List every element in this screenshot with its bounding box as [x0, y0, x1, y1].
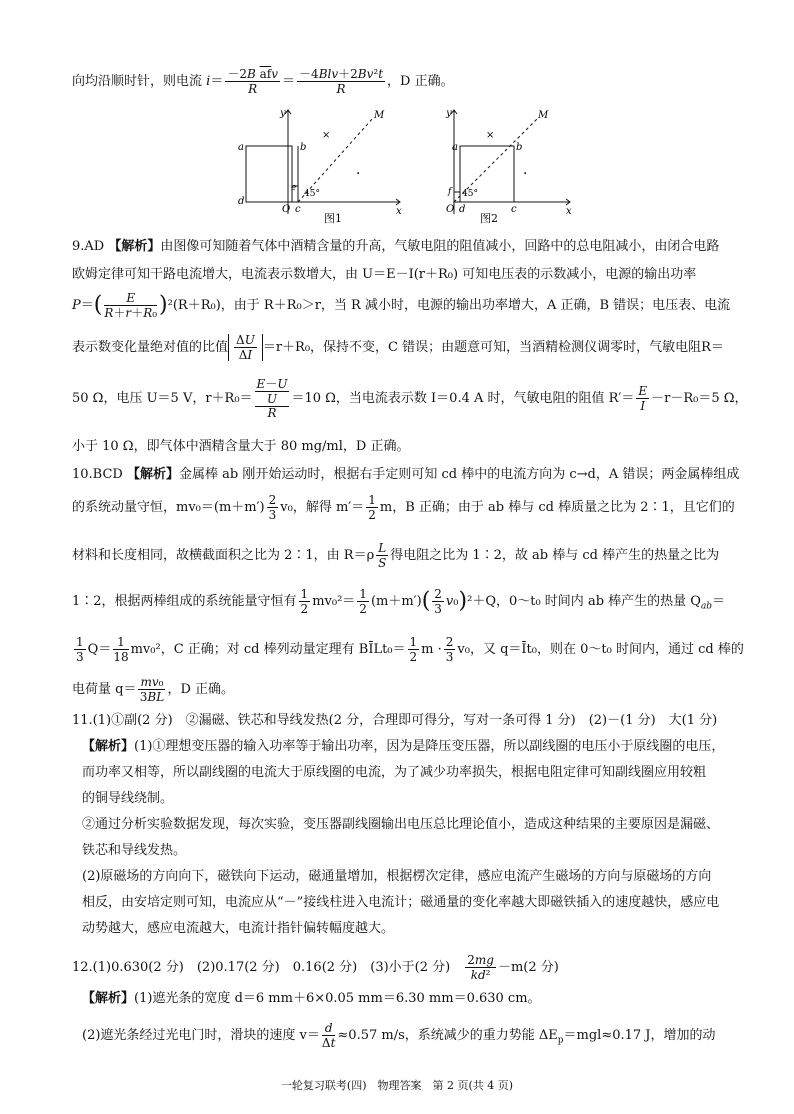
q10-line-3: 材料和长度相同，故横截面积之比为 2∶1，由 R＝ρ $\frac{L}{S}$ 得电阻之比为 1∶2，故 ab 棒与 cd 棒产生的热量之比为	[72, 541, 720, 570]
q10-line-6: 电荷量 q＝ $\frac{\text{mv₀}}{3BL}$ ，D 正确。	[72, 675, 235, 704]
q12-line-3: (2)遮光条经过光电门时，滑块的速度 v＝ $\frac{d}{\Delta t}$ ≈0.57 m/s，系统减少的重力势能 $\Delta E_p=mgl\approx 0.17$ J，增加的动	[82, 1021, 716, 1050]
q11-line-8: 相反，由安培定则可知，电流应从“－”接线柱进入电流计；磁通量的变化率越大即磁铁插入的速度越快，感应电	[82, 895, 720, 910]
q11-line-1: 11.(1)①副(2 分) ②漏磁、铁芯和导线发热(2 分，合理即可得分，写对一条可得 1 分) (2)－(1 分) 大(1 分)	[72, 713, 718, 728]
label-y: y	[446, 108, 452, 119]
q9-line-3: P＝( $\frac{E}{\text{R＋r＋R₀}}$ )²(R＋R₀)，由于 R＋R₀＞r，当 R 减小时，电源的输出功率增大，A 正确，B 错误；电压表、电流	[72, 291, 731, 320]
q11-line-3: 而功率又相等，所以副线圈的电流大于原线圈的电流，为了减少功率损失，根据电阻定律可知副线圈应用较粗	[82, 765, 707, 780]
label-O: O	[446, 204, 455, 215]
fraction: $\frac{d}{\Delta t}$	[321, 1021, 336, 1050]
label-b: b	[300, 142, 307, 153]
figure-2-caption: 图2	[480, 212, 498, 224]
fraction: $\frac{\text{－4Blv＋2Bv²t}}{R}$	[299, 67, 384, 96]
fraction: $\frac{E}{I}$	[638, 384, 648, 414]
q11-line-4: 的铜导线绕制。	[82, 791, 174, 806]
q10-line-5: $\frac{1}{3}$ Q＝ $\frac{1}{18}$ mv₀²，C 正确；对 cd 棒列动量定理有 BĪLt₀＝ $\frac{1}{2}$ m · $\frac{2}{3}$ v₀，又 q＝Īt₀，则在 0～t₀ 时间内，通过 cd 棒的	[76, 635, 744, 664]
page-footer: 一轮复习联考(四) 物理答案 第 2 页(共 4 页)	[280, 1079, 514, 1092]
fraction: $\frac{1}{2}$	[359, 587, 367, 616]
label-c: c	[295, 204, 301, 215]
fraction: $\frac{\text{mv₀}}{3BL}$	[139, 675, 165, 704]
q9-line-2: 欧姆定律可知干路电流增大，电流表示数增大，由 U＝E－I(r＋R₀) 可知电压表的示数减小，电源的输出功率	[72, 267, 697, 282]
fraction: $\frac{E}{\text{R＋r＋R₀}}$	[104, 291, 158, 320]
q10-line-1: 10.BCD 【解析】金属棒 ab 刚开始运动时，根据右手定则可知 cd 棒中的电流方向为 c→d，A 错误；两金属棒组成	[72, 467, 740, 482]
dot-mark: ·	[523, 166, 528, 182]
figure-1	[228, 104, 408, 224]
q9-line-1: 9.AD 【解析】由图像可知随着气体中酒精含量的升高，气敏电阻的阻值减小，回路中的总电阻减小，由闭合电路	[72, 239, 720, 254]
label-f: f	[448, 187, 452, 197]
abs-ratio: $\frac{\Delta U}{\Delta I}$	[228, 334, 263, 361]
q12-line-2: 【解析】(1)遮光条的宽度 d＝6 mm＋6×0.05 mm＝6.30 mm＝0.630 cm。	[82, 991, 541, 1006]
fraction: $\frac{2mg}{\text{kd²}}$	[467, 953, 494, 982]
fraction: $\frac{1}{3}$	[76, 635, 84, 664]
q11-line-6: 铁芯和导线发热。	[82, 843, 187, 858]
q10-line-4: 1∶2，根据两棒组成的系统能量守恒有 $\frac{1}{2}$ mv₀²＝ $\frac{1}{2}$ (m＋m′)( $\frac{2}{3}$ v₀)²＋Q，0～t₀ 时间内 ab 棒产生的热量 $Q_{ab}=$	[72, 587, 726, 616]
label-e: e	[291, 183, 297, 193]
dot-mark: ·	[356, 166, 361, 182]
label-d: d	[238, 196, 245, 207]
label-a: a	[238, 142, 244, 153]
q11-line-5: ②通过分析实验数据发现，每次实验，变压器副线圈输出电压总比理论值小，造成这种结果的主要原因是漏磁、	[82, 817, 720, 832]
figure-2	[440, 104, 580, 224]
q10-line-2: 的系统动量守恒，mv₀＝(m＋m′) $\frac{2}{3}$ v₀，解得 m′＝ $\frac{1}{2}$ m，B 正确；由于 ab 棒与 cd 棒质量之比为 2∶1，且它们的	[72, 493, 735, 522]
fraction: $\frac{2}{3}$	[268, 493, 277, 522]
fraction: $\frac{1}{2}$	[409, 635, 418, 664]
label-b: b	[516, 142, 523, 153]
figure-1-caption: 图1	[324, 212, 342, 224]
fraction: $\frac{1}{2}$	[300, 587, 309, 616]
q11-line-9: 动势越大，感应电流越大，电流计指针偏转幅度越大。	[82, 921, 395, 936]
label-O: O	[282, 204, 291, 215]
angle-label: 45°	[304, 189, 320, 199]
q12-line-1: 12.(1)0.630(2 分) (2)0.17(2 分) 0.16(2 分) (3)小于(2 分) $\frac{2mg}{\text{kd²}}$ －m(2 分)	[72, 953, 559, 982]
fraction: $\frac{L}{S}$	[378, 541, 387, 570]
label-c: c	[511, 204, 517, 215]
label-y: y	[280, 108, 286, 119]
label-x: x	[566, 206, 572, 217]
fraction: $\frac{-2B \overline{af}v}{R}$	[227, 67, 279, 96]
top-line: 向均沿顺时针，则电流 i＝ $\frac{-2B \overline{af}v}{R}$ ＝ $\frac{\text{－4Blv＋2Bv²t}}{R}$ ，D 正确。	[72, 67, 454, 96]
label-M: M	[538, 110, 549, 121]
fraction: $\frac{2}{3}$	[434, 587, 442, 616]
fraction: $\frac{1}{2}$	[368, 493, 376, 522]
label-d: d	[459, 204, 466, 215]
q9-line-6: 小于 10 Ω，即气体中酒精含量大于 80 mg/ml，D 正确。	[72, 439, 410, 454]
fraction: $\frac{1}{18}$	[113, 635, 129, 664]
q9-line-4: 表示数变化量绝对值的比值 $\frac{\Delta U}{\Delta I}$ ＝r＋R₀，保持不变，C 错误；由题意可知，当酒精检测仪调零时，气敏电阻R＝	[72, 333, 724, 362]
cross-mark: ×	[322, 130, 331, 141]
fraction: E－U U R	[256, 377, 288, 420]
fraction: $\frac{2}{3}$	[445, 635, 454, 664]
label-M: M	[374, 110, 385, 121]
q11-line-2: 【解析】(1)①理想变压器的输入功率等于输出功率，因为是降压变压器，所以副线圈的电压小于原线圈的电压，	[82, 739, 725, 754]
q9-line-5: 50 Ω，电压 U＝5 V，r＋R₀＝ E－U U R ＝10 Ω，当电流表示数 I＝0.4 A 时，气敏电阻的阻值 R′＝ $\frac{E}{I}$ －r－R₀＝5 Ω，	[72, 377, 748, 420]
label-a: a	[452, 142, 458, 153]
q11-line-7: (2)原磁场的方向向下，磁铁向下运动，磁通量增加，根据楞次定律，感应电流产生磁场的方向与原磁场的方向	[82, 869, 712, 884]
label-x: x	[396, 206, 402, 217]
angle-label: 45°	[462, 189, 478, 199]
cross-mark: ×	[486, 130, 495, 141]
